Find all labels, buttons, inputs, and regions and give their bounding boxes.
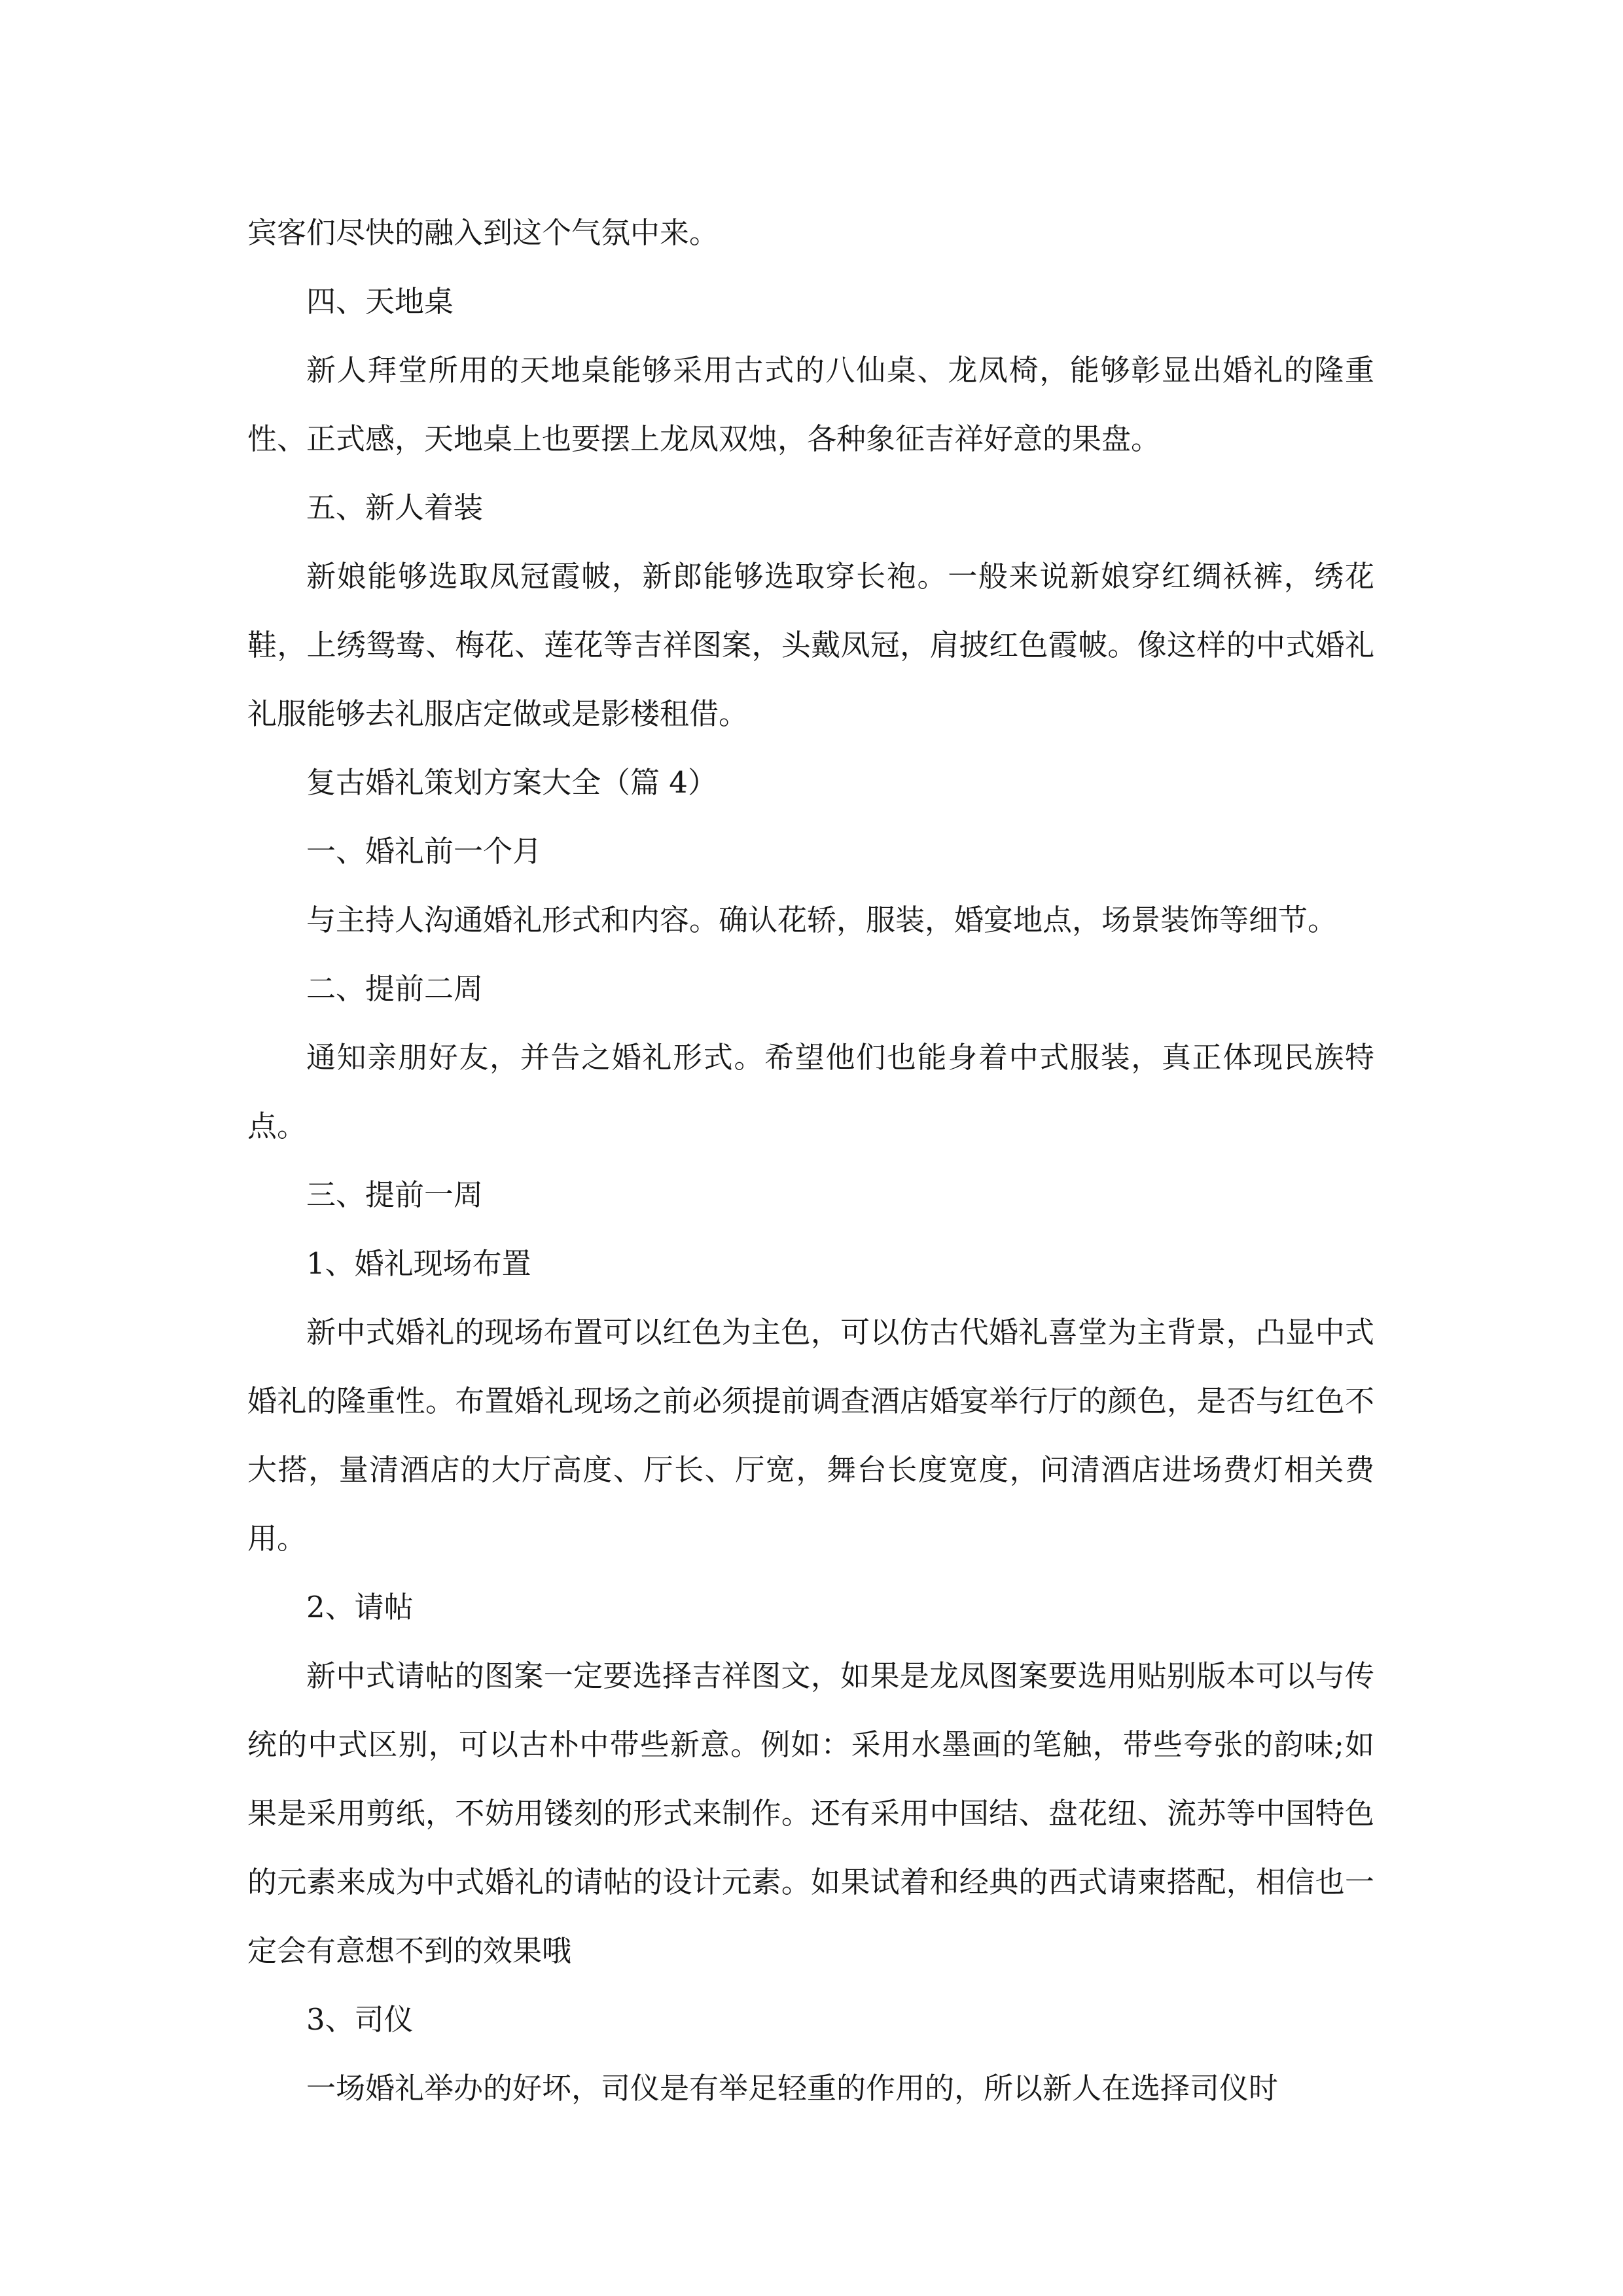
heading-one-month-before: 一、婚礼前一个月 [306, 834, 543, 869]
section-title-part-4: 复古婚礼策划方案大全（篇 4） [306, 765, 717, 800]
heading-tiandi-table: 四、天地桌 [306, 284, 454, 319]
paragraph-continuation: 宾客们尽快的融入到这个气氛中来。 [247, 215, 719, 250]
paragraph-venue-setup: 新中式婚礼的现场布置可以红色为主色，可以仿古代婚礼喜堂为主背景，凸显中式婚礼的隆重性。布置婚礼现场之前必须提前调查酒店婚宴举行厅的颜色，是否与红色不大搭，量清酒店的大厅高度、厅长、厅宽，舞台长度宽度，问清酒店进场费灯相关费用。 [247, 1315, 1374, 1556]
document-body [247, 198, 1374, 2123]
paragraph-two-weeks-before: 通知亲朋好友，并告之婚礼形式。希望他们也能身着中式服装，真正体现民族特点。 [247, 1040, 1374, 1143]
heading-invitations: 2、请帖 [306, 1590, 414, 1624]
heading-venue-setup: 1、婚礼现场布置 [306, 1246, 531, 1281]
paragraph-newlywed-attire: 新娘能够选取凤冠霞帔，新郎能够选取穿长袍。一般来说新娘穿红绸袄裤，绣花鞋，上绣鸳鸯、梅花、莲花等吉祥图案，头戴凤冠，肩披红色霞帔。像这样的中式婚礼礼服能够去礼服店定做或是影楼租借。 [247, 559, 1374, 731]
heading-one-week-before: 三、提前一周 [306, 1177, 484, 1212]
paragraph-tiandi-table: 新人拜堂所用的天地桌能够采用古式的八仙桌、龙凤椅，能够彰显出婚礼的隆重性、正式感，天地桌上也要摆上龙凤双烛，各种象征吉祥好意的果盘。 [247, 353, 1374, 456]
heading-newlywed-attire: 五、新人着装 [306, 490, 484, 525]
paragraph-emcee: 一场婚礼举办的好坏，司仪是有举足轻重的作用的，所以新人在选择司仪时 [306, 2071, 1279, 2106]
paragraph-one-month-before: 与主持人沟通婚礼形式和内容。确认花轿，服装，婚宴地点，场景装饰等细节。 [306, 903, 1338, 937]
paragraph-invitations: 新中式请帖的图案一定要选择吉祥图文，如果是龙凤图案要选用贴别版本可以与传统的中式区别，可以古朴中带些新意。例如：采用水墨画的笔触，带些夸张的韵味;如果是采用剪纸，不妨用镂刻的形式来制作。还有采用中国结、盘花纽、流苏等中国特色的元素来成为中式婚礼的请帖的设计元素。如果试着和经典的西式请柬搭配，相信也一定会有意想不到的效果哦 [247, 1659, 1374, 1968]
heading-emcee: 3、司仪 [306, 2002, 414, 2037]
heading-two-weeks-before: 二、提前二周 [306, 971, 484, 1006]
